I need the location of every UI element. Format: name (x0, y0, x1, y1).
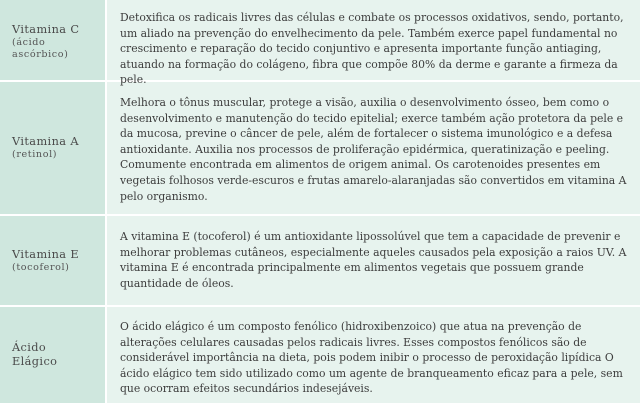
vitamin-name: Vitamina A (12, 135, 79, 148)
table-row-vitamina-c (0, 0, 640, 87)
row-description: Melhora o tônus muscular, protege a visão, auxilia o desenvolvimento ósseo, bem como o desenvolvimento e manutenção do tecido epitelial; exerce também ação protetora da pele e da mucosa, previne o câncer de pele, além de fortalecer o sistema imunológico e a defesa antioxidante. Auxilia nos processos de proliferação epidérmica, queratinização e peeling. Comumente encontrada em alimentos de origem animal. Os carotenoides presentes em vegetais folhosos verde-escuros e frutas amarelo-alaranjadas são convertidos em vitamina A pelo organismo. (120, 96, 627, 203)
row-description: Detoxifica os radicais livres das células e combate os processos oxidativos, sendo, portanto, um aliado na prevenção do envelhecimento da pele. Também exerce papel fundamental no crescimento e reparação do tecido conjuntivo e apresenta importante função antiaging, atuando na formação do colágeno, fibra que compõe 80% da derme e garante a firmeza da pele. (120, 11, 624, 87)
vitamin-subname: Elágico (12, 355, 58, 368)
row-label-cell (0, 0, 107, 80)
table-row-vitamina-a (0, 82, 640, 216)
vitamin-name: Vitamina C (12, 23, 80, 36)
row-label-cell (0, 82, 107, 214)
vitamin-name: Ácido (12, 341, 47, 354)
vitamin-name: Vitamina E (12, 247, 80, 261)
table-row-vitamina-e (0, 216, 640, 307)
vitamin-subname: (retinol) (12, 149, 58, 160)
row-description: O ácido elágico é um composto fenólico (hidroxibenzoico) que atua na prevenção de alterações celulares causadas pelos radicais livres. Esses compostos fenólicos são de considerável importância na dieta, pois podem inibir o processo de peroxidação lipídica O ácido elágico tem sido utilizado como um agente de branqueamento eficaz para a pele, sem que ocorram efeitos secundários indesejáveis. (120, 320, 623, 396)
vitamin-subname: ascórbico) (12, 49, 69, 60)
row-label-cell (0, 216, 107, 305)
row-description: A vitamina E (tocoferol) é um antioxidante lipossolúvel que tem a capacidade de prevenir e melhorar problemas cutâneos, especialmente aqueles causados pela exposição a raios UV. A vitamina E é encontrada principalmente em alimentos vegetais que possuem grande quantidade de óleos. (120, 230, 627, 290)
table-row-acido-elagico (0, 307, 640, 405)
vitamin-subname: (tocoferol) (12, 261, 70, 273)
vitamin-subname: (ácido (12, 37, 46, 48)
row-label-cell (0, 307, 107, 403)
